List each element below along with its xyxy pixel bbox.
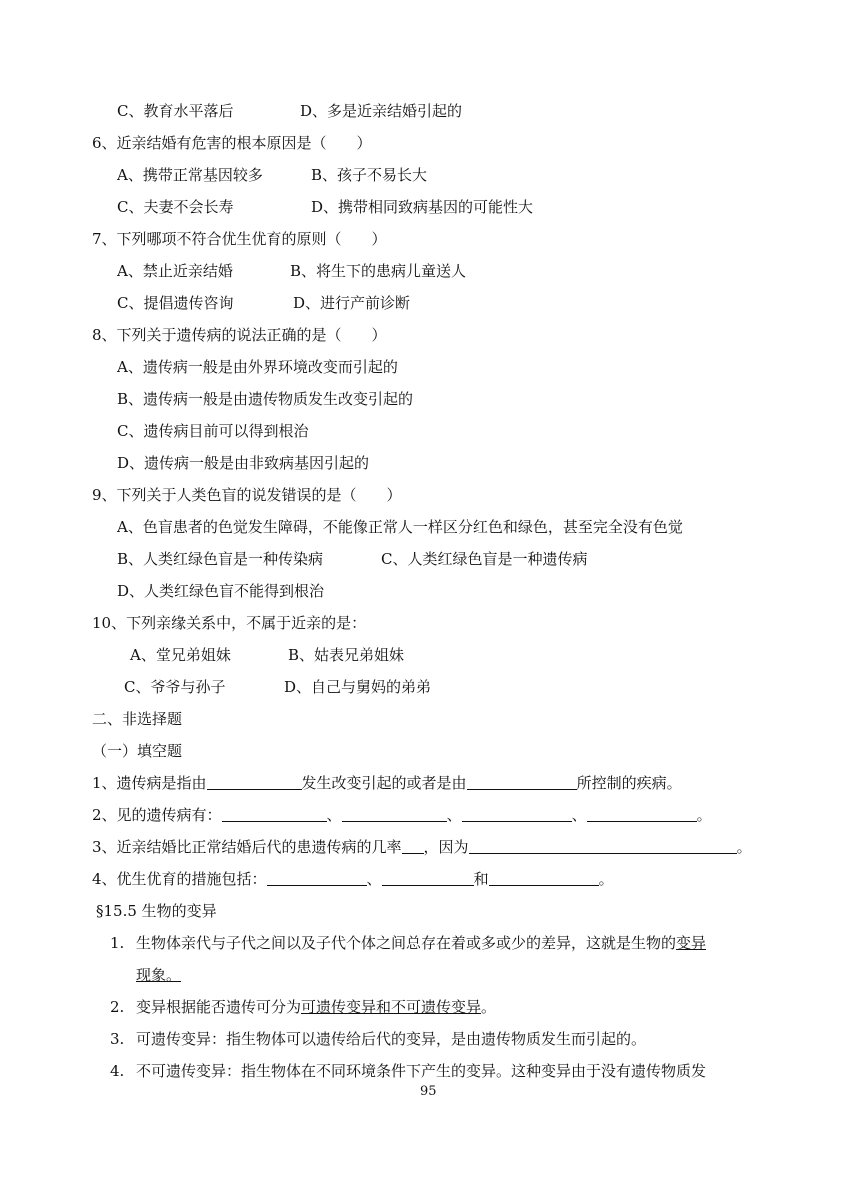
answer-blank[interactable] (222, 805, 327, 822)
list-item-text: 可遗传变异：指生物体可以遗传给后代的变异，是由遗传物质发生而引起的。 (136, 1030, 647, 1048)
q7-option-d: D、进行产前诊断 (293, 294, 411, 312)
period: 。 (736, 838, 752, 856)
underlined-term: 现象。 (136, 966, 182, 984)
q8-option-c: C、遗传病目前可以得到根治 (117, 422, 309, 440)
q10-option-b: B、姑表兄弟姐妹 (288, 646, 405, 664)
answer-blank[interactable] (342, 805, 447, 822)
fill-1-text-c: 所控制的疾病。 (576, 774, 682, 792)
fill-4-text-a: 4、优生优育的措施包括： (92, 870, 267, 888)
separator: 、 (326, 806, 342, 824)
fill-3-text-b: ，因为 (423, 838, 469, 856)
q6-option-b: B、孩子不易长大 (311, 166, 428, 184)
answer-blank[interactable] (402, 837, 424, 854)
section-15-5-heading: §15.5 生物的变异 (96, 902, 217, 920)
answer-blank[interactable] (587, 805, 697, 822)
list-item-text: 生物体亲代与子代之间以及子代个体之间总存在着或多或少的差异，这就是生物的 (136, 934, 677, 952)
q8-option-d: D、遗传病一般是由非致病基因引起的 (117, 454, 370, 472)
separator: 、 (446, 806, 462, 824)
q9-option-d: D、人类红绿色盲不能得到根治 (117, 582, 325, 600)
answer-blank[interactable] (382, 869, 474, 886)
underlined-term: 变异 (676, 934, 707, 952)
q8-stem: 8、下列关于遗传病的说法正确的是（ ） (92, 326, 387, 344)
list-item-4 (110, 1061, 706, 1081)
page-number: 95 (420, 1084, 437, 1099)
conjunction: 和 (473, 870, 489, 888)
separator: 、 (571, 806, 587, 824)
period: 。 (696, 806, 712, 824)
fill-question-3 (92, 837, 752, 857)
q10-option-a: A、堂兄弟姐妹 (130, 646, 231, 664)
q8-option-b: B、遗传病一般是由遗传物质发生改变引起的 (117, 390, 414, 408)
list-item-text: 不可遗传变异：指生物体在不同环境条件下产生的变异。这种变异由于没有遗传物质发 (136, 1062, 707, 1080)
q10-option-c: C、爷爷与孙子 (124, 678, 226, 696)
q6-stem: 6、近亲结婚有危害的根本原因是（ ） (92, 134, 372, 152)
q6-option-c: C、夫妻不会长寿 (117, 198, 234, 216)
list-item-1 (110, 933, 706, 953)
q5-option-c: C、教育水平落后 (117, 102, 234, 120)
q9-option-a: A、色盲患者的色觉发生障碍，不能像正常人一样区分红色和绿色，甚至完全没有色觉 (117, 518, 683, 536)
q6-option-a: A、携带正常基因较多 (117, 166, 263, 184)
q5-option-d: D、多是近亲结婚引起的 (300, 102, 463, 120)
q7-option-b: B、将生下的患病儿童送人 (290, 262, 467, 280)
q10-option-d: D、自己与舅妈的弟弟 (284, 678, 432, 696)
q6-option-d: D、携带相同致病基因的可能性大 (311, 198, 534, 216)
list-item-text: 变异根据能否遗传可分为 (136, 998, 302, 1016)
list-number: 2. (110, 998, 125, 1016)
fill-question-1 (92, 773, 682, 793)
period: 。 (598, 870, 614, 888)
answer-blank[interactable] (467, 773, 577, 790)
fill-question-2 (92, 805, 712, 825)
list-item-1-continued (136, 965, 181, 985)
answer-blank[interactable] (469, 837, 737, 854)
subsection-heading: （一）填空题 (92, 742, 183, 760)
underlined-term: 可遗传变异和不可遗传变异 (301, 998, 482, 1016)
fill-3-text-a: 3、近亲结婚比正常结婚后代的患遗传病的几率 (92, 838, 402, 856)
list-item-2 (110, 997, 496, 1017)
q9-option-b: B、人类红绿色盲是一种传染病 (117, 550, 324, 568)
q9-option-c: C、人类红绿色盲是一种遗传病 (381, 550, 588, 568)
q8-option-a: A、遗传病一般是由外界环境改变而引起的 (117, 358, 398, 376)
list-number: 3. (110, 1030, 125, 1048)
separator: 、 (366, 870, 382, 888)
answer-blank[interactable] (489, 869, 599, 886)
list-number: 4. (110, 1062, 125, 1080)
fill-2-text-a: 2、见的遗传病有： (92, 806, 222, 824)
fill-question-4 (92, 869, 614, 889)
period: 。 (481, 998, 497, 1016)
answer-blank[interactable] (267, 869, 367, 886)
answer-blank[interactable] (207, 773, 302, 790)
q7-stem: 7、下列哪项不符合优生优育的原则（ ） (92, 230, 387, 248)
fill-1-text-b: 发生改变引起的或者是由 (301, 774, 467, 792)
q7-option-a: A、禁止近亲结婚 (117, 262, 233, 280)
section-heading: 二、非选择题 (92, 710, 183, 728)
fill-1-text-a: 1、遗传病是指由 (92, 774, 207, 792)
list-number: 1. (110, 934, 125, 952)
q10-stem: 10、下列亲缘关系中，不属于近亲的是： (92, 614, 367, 632)
q7-option-c: C、提倡遗传咨询 (117, 294, 234, 312)
list-item-3 (110, 1029, 646, 1049)
answer-blank[interactable] (462, 805, 572, 822)
q9-stem: 9、下列关于人类色盲的说发错误的是（ ） (92, 486, 402, 504)
